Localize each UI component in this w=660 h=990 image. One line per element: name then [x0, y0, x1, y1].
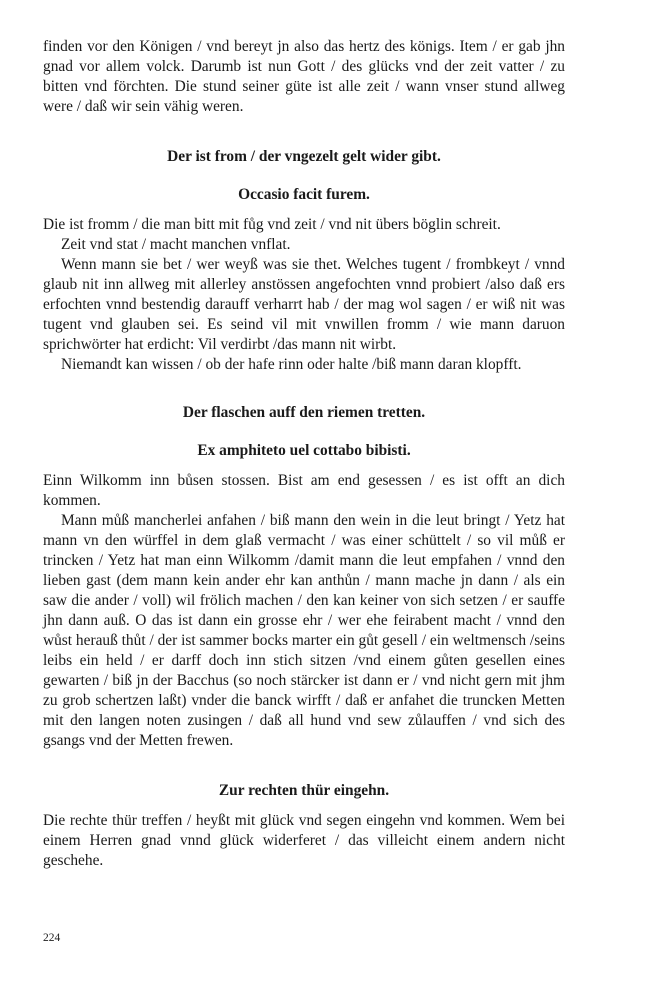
section-latin-heading: Ex amphiteto uel cottabo bibisti. [197, 442, 411, 459]
paragraph: Zeit vnd stat / macht manchen vnflat. [61, 236, 291, 253]
paragraph: Niemandt kan wissen / ob der hafe rinn oder halte /biß mann daran klopfft. [61, 356, 522, 373]
intro-paragraph: finden vor den Königen / vnd bereyt jn also das hertz des königs. Item / er gab jhn gnad vor allem volck. Darumb ist nun Gott / des glücks vnd der zeit vatter / zu bitten vnd förchten. Die stund seiner güte ist alle zeit / wann vnser stund allweg were / daß wir sein vähig weren. [43, 38, 565, 115]
page-body [43, 37, 565, 871]
section-heading: Der ist from / der vngezelt gelt wider gibt. [167, 148, 441, 165]
section-latin-heading: Occasio facit furem. [238, 186, 370, 203]
paragraph: Die ist fromm / die man bitt mit fůg vnd zeit / vnd nit übers böglin schreit. [43, 216, 501, 233]
page-number: 224 [43, 932, 61, 944]
paragraph: Einn Wilkomm inn bůsen stossen. Bist am end gesessen / es ist offt an dich kommen. [43, 472, 565, 509]
paragraph: Wenn mann sie bet / wer weyß was sie thet. Welches tugent / frombkeyt / vnnd glaub nit inn allweg mit allerley anstössen angefochten vnnd probiert /also daß ers erfochten vnnd bestendig darauff verharrt hab / der mag wol sagen / er wiß nit was tugent vnd glauben sei. Es seind vil mit vnwillen fromm / wie mann daruon sprichwörter hat erdicht: Vil verdirbt /das mann nit wirbt. [43, 256, 565, 353]
section-heading: Der flaschen auff den riemen tretten. [182, 404, 426, 421]
paragraph: Mann můß mancherlei anfahen / biß mann den wein in die leut bringt / Yetz hat mann vn den würffel in dem glaß vermacht / was einer schüttelt / so vil můß er trincken / Yetz hat man einn Wilkomm /damit mann die leut empfahen / vnnd den lieben gast (dem mann kein ander ehr kan anthůn / mann mache jn dann / als ein saw die ander / voll) wil frölich machen / den kan keiner von sich setzen / er sauffe jhn dann auß. O das ist dann ein grosse ehr / wer ehe feirabent macht / vnnd den wůst herauß thůt / der ist sammer bocks marter ein gůt gesell / ein weltmensch /seins leibs ein held / er darff doch inn stich sitzen /vnd einem gůten gesellen eines gewarten / biß jn der Bacchus (so noch stärcker ist dann er / vnd nicht gern mit jhm zu grob schertzen laßt) vnder die banck wirfft / daß er anfahet die truncken Metten mit den langen noten zusingen / daß all hund vnd sew zůlauffen / vnd sich des gsangs vnd der Metten frewen. [43, 512, 565, 749]
section-heading: Zur rechten thür eingehn. [218, 782, 390, 799]
paragraph: Die rechte thür treffen / heyßt mit glück vnd segen eingehn vnd kommen. Wem bei einem Herren gnad vnnd glück widerferet / das villeicht einem andern nicht geschehe. [43, 812, 565, 869]
